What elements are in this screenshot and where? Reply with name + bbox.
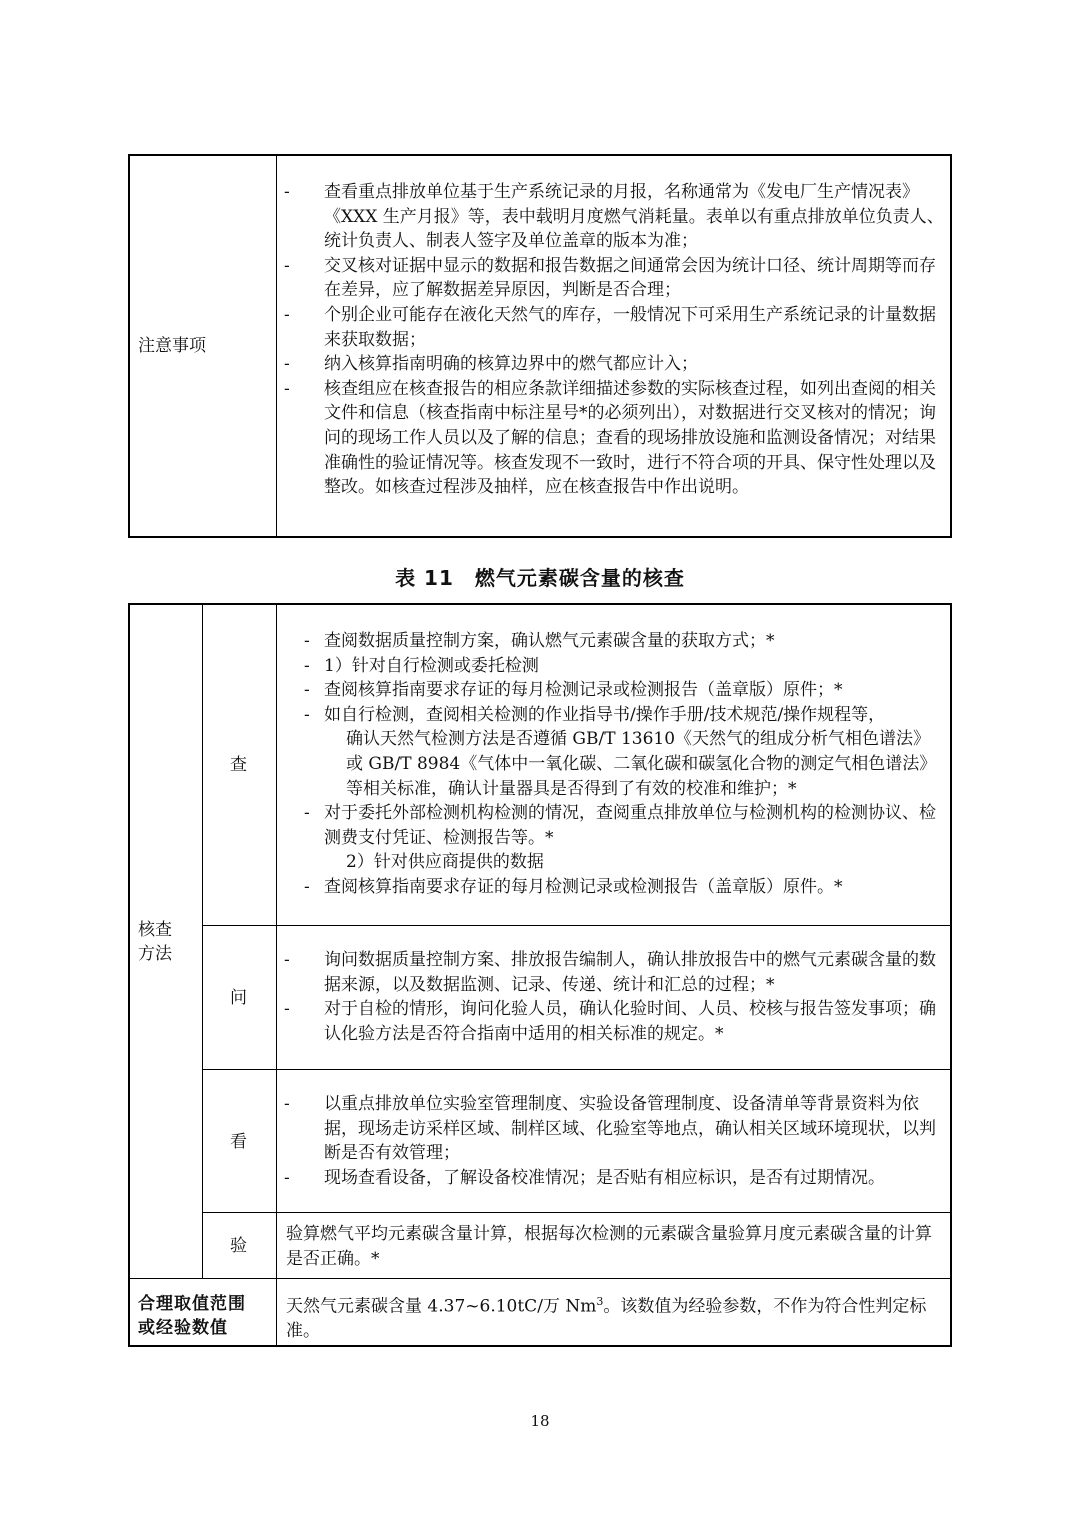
list-item: - 询问数据质量控制方案、排放报告编制人，确认排放报告中的燃气元素碳含量的数据来源，以及数据监测、记录、传递、统计和汇总的过程；* [284, 950, 936, 995]
page-number: 18 [530, 1412, 550, 1430]
table-border-right [950, 154, 952, 538]
table-caption: 表 11 燃气元素碳含量的核查 [395, 566, 685, 590]
list-item: 2）针对供应商提供的数据 [346, 852, 544, 873]
range-label: 合理取值范围 或经验数值 [138, 1294, 246, 1338]
method-label: 核查 方法 [138, 920, 172, 964]
table-border-bottom [128, 1345, 952, 1347]
check-content [304, 629, 944, 900]
list-item: - 个别企业可能存在液化天然气的库存，一般情况下可采用生产系统记录的计量数据来获取数据； [284, 304, 936, 350]
list-item: - 以重点排放单位实验室管理制度、实验设备管理制度、设备清单等背景资料为依据，现场走访采样区域、制样区域、化验室等地点，确认相关区域环境现状，以判断是否有效管理； [284, 1094, 936, 1164]
range-content: 天然气元素碳含量 4.37~6.10tC/万 Nm$^3$。该数值为经验参数，不作为符合性判定标准。 [286, 1295, 927, 1342]
list-item: - 现场查看设备，了解设备校准情况；是否贴有相应标识，是否有过期情况。 [284, 1167, 885, 1188]
notes-label: 注意事项 [138, 336, 206, 356]
verify-content: 验算燃气平均元素碳含量计算，根据每次检测的元素碳含量验算月度元素碳含量的计算是否正确。* [286, 1224, 932, 1269]
list-item: - 查看重点排放单位基于生产系统记录的月报，名称通常为《发电厂生产情况表》《XXX 生产月报》等，表中载明月度燃气消耗量。表单以有重点排放单位负责人、统计负责人、制表人签字及单位盖章的版本为准； [284, 182, 944, 252]
table-divider [276, 603, 277, 1347]
table-border-left [128, 603, 130, 1347]
table-divider [276, 154, 277, 538]
verify-label: 验 [230, 1236, 247, 1256]
list-item: - 查阅核算指南要求存证的每月检测记录或检测报告（盖章版）原件。* [304, 876, 843, 897]
list-item: - 核查组应在核查报告的相应条款详细描述参数的实际核查过程，如列出查阅的相关文件和信息（核查指南中标注星号*的必须列出），对数据进行交叉核对的情况；询问的现场工作人员以及了解的信息；查看的现场排放设施和监测设备情况；对结果准确性的验证情况等。核查发现不一致时，进行不符合项的开具、保守性处理以及整改。如核查过程涉及抽样，应在核查报告中作出说明。 [284, 378, 936, 498]
list-item: - 交叉核对证据中显示的数据和报告数据之间通常会因为统计口径、统计周期等而存在差异，应了解数据差异原因，判断是否合理； [284, 255, 936, 301]
row-divider [202, 1212, 952, 1213]
table-border-top [128, 603, 952, 605]
row-divider [202, 925, 952, 926]
list-item: - 纳入核算指南明确的核算边界中的燃气都应计入； [284, 354, 698, 375]
notes-list [284, 180, 944, 500]
table-border-right [950, 603, 952, 1347]
list-item: - 查阅数据质量控制方案，确认燃气元素碳含量的获取方式；* [304, 631, 775, 651]
table-border-bottom [128, 536, 952, 538]
list-item: - 如自行检测，查阅相关检测的作业指导书/操作手册/技术规范/操作规程等， [304, 704, 886, 725]
inquire-label: 问 [230, 988, 247, 1008]
inspect-content [284, 1092, 944, 1190]
list-item: - 查阅核算指南要求存证的每月检测记录或检测报告（盖章版）原件；* [304, 680, 843, 701]
check-label: 查 [230, 755, 247, 775]
table-border-top [128, 154, 952, 156]
list-item: - 对于委托外部检测机构检测的情况，查阅重点排放单位与检测机构的检测协议、检测费支付凭证、检测报告等。* [304, 803, 936, 848]
inquire-content [284, 948, 944, 1046]
row-divider [202, 1069, 952, 1070]
list-item: - 1）针对自行检测或委托检测 [304, 655, 539, 676]
list-item: 确认天然气检测方法是否遵循 GB/T 13610《天然气的组成分析气相色谱法》或 GB/T 8984《气体中一氧化碳、二氧化碳和碳氢化合物的测定气相色谱法》等相关标准，确认计量器具是否得到了有效的校准和维护；* [346, 729, 937, 799]
list-item: - 对于自检的情形，询问化验人员，确认化验时间、人员、校核与报告签发事项；确认化验方法是否符合指南中适用的相关标准的规定。* [284, 999, 936, 1044]
row-divider [128, 1278, 952, 1279]
table-divider [202, 603, 203, 1278]
inspect-label: 看 [230, 1132, 247, 1152]
table-border-left [128, 154, 130, 538]
